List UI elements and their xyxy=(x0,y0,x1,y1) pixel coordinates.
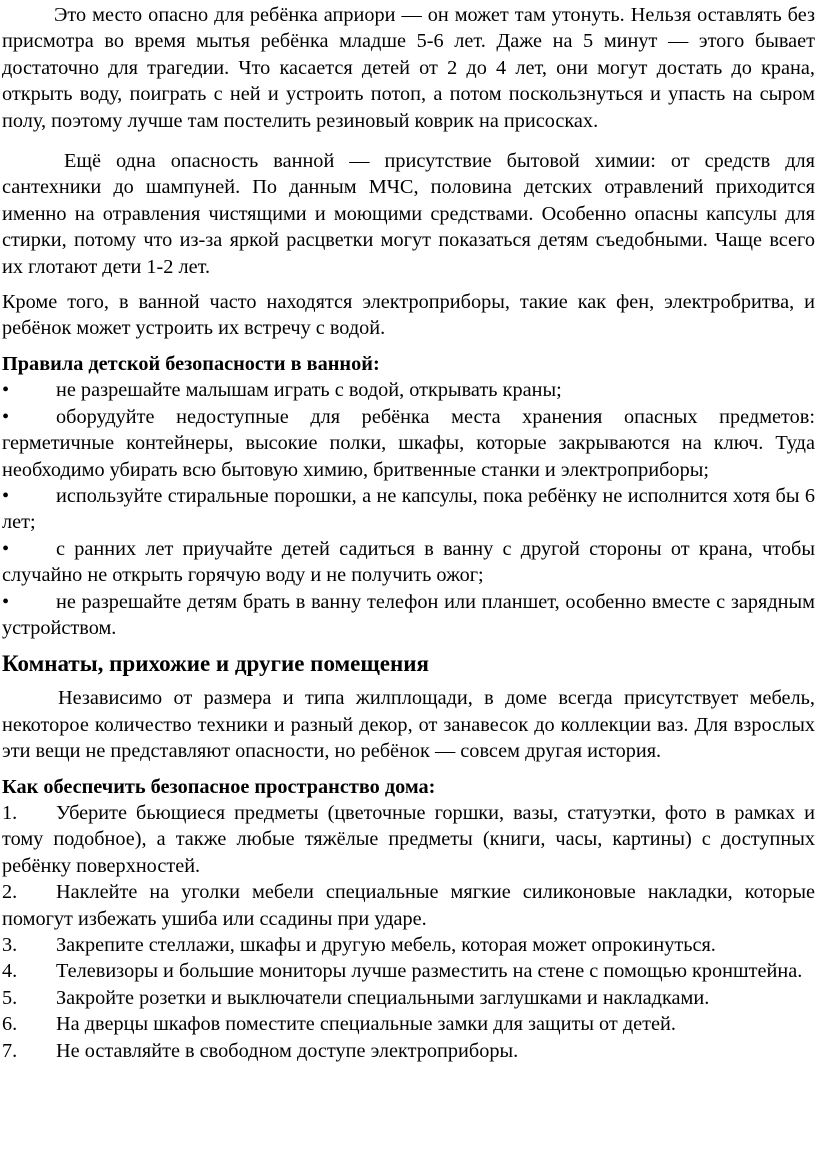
section-intro: Независимо от размера и типа жилплощади, в доме всегда присутствует мебель, некоторое количество техники и разный декор, от занавесок до коллекции ваз. Для взрослых эти вещи не представляют опасности, но ребёнок — совсем другая история. xyxy=(2,687,815,763)
item-number: 5. xyxy=(2,986,18,1009)
bullet-marker: • xyxy=(2,537,10,560)
list-item-text: не разрешайте детям брать в ванну телефон или планшет, особенно вместе с зарядным устройством. xyxy=(2,590,815,639)
list-item xyxy=(2,483,815,536)
numbered-item xyxy=(2,958,815,984)
list-item-text: используйте стиральные порошки, а не капсулы, пока ребёнку не исполнится хотя бы 6 лет; xyxy=(2,484,815,534)
list-item xyxy=(2,404,815,483)
bathroom-rules-list xyxy=(2,377,815,641)
item-text: Наклейте на уголки мебели специальные мягкие силиконовые накладки, которые помогут избежать ушиба или ссадины при ударе. xyxy=(2,881,815,930)
item-number: 3. xyxy=(2,934,18,956)
numbered-item xyxy=(2,932,815,958)
numbered-item xyxy=(2,879,815,932)
item-number: 7. xyxy=(2,1039,18,1062)
list-item-text: не разрешайте малышам играть с водой, открывать краны; xyxy=(56,379,562,402)
bullet-marker: • xyxy=(2,484,10,507)
bullet-marker: • xyxy=(2,590,10,613)
list-item xyxy=(2,536,815,589)
item-text: Телевизоры и большие мониторы лучше разместить на стене с помощью кронштейна. xyxy=(56,960,803,983)
item-text: Закройте розетки и выключатели специальными заглушками и накладками. xyxy=(56,986,710,1009)
item-text: Уберите бьющиеся предметы (цветочные горшки, вазы, статуэтки, фото в рамках и тому подобное), а также любые тяжёлые предметы (книги, часы, картины) с доступных ребёнку поверхностей. xyxy=(2,801,815,877)
safe-space-steps xyxy=(2,800,815,1064)
section-heading: Комнаты, прихожие и другие помещения xyxy=(2,651,429,677)
item-number: 4. xyxy=(2,960,18,983)
list-item xyxy=(2,377,815,403)
list-item-text: с ранних лет приучайте детей садиться в ванну с другой стороны от крана, чтобы случайно не открыть горячую воду и не получить ожог; xyxy=(2,537,815,587)
item-number: 6. xyxy=(2,1013,18,1036)
safe-space-subtitle: Как обеспечить безопасное пространство дома: xyxy=(2,775,436,798)
item-text: На дверцы шкафов поместите специальные замки для защиты от детей. xyxy=(56,1013,676,1036)
numbered-item xyxy=(2,1038,815,1064)
numbered-item xyxy=(2,800,815,879)
bullet-marker: • xyxy=(2,405,10,428)
list-item xyxy=(2,589,815,642)
numbered-item xyxy=(2,985,815,1011)
paragraph-bath-drowning: Это место опасно для ребёнка априори — он может там утонуть. Нельзя оставлять без присмотра во время мытья ребёнка младше 5-6 лет. Даже на 5 минут — этого бывает достаточно для трагедии. Что касается детей от 2 до 4 лет, они могут достать до крана, открыть воду, поиграть с ней и устроить потоп, а потом поскользнуться и упасть на сыром полу, поэтому лучше там постелить резиновый коврик на присосках. xyxy=(2,4,815,132)
item-number: 2. xyxy=(2,881,18,904)
numbered-item xyxy=(2,1011,815,1037)
item-text: Закрепите стеллажи, шкафы и другую мебель, которая может опрокинуться. xyxy=(56,934,716,956)
paragraph-electrical-appliances: Кроме того, в ванной часто находятся электроприборы, такие как фен, электробритва, и ребёнок может устроить их встречу с водой. xyxy=(2,291,815,340)
paragraph-household-chemicals: Ещё одна опасность ванной — присутствие бытовой химии: от средств для сантехники до шампуней. По данным МЧС, половина детских отравлений приходится именно на отравления чистящими и моющими средствами. Особенно опасны капсулы для стирки, потому что из-за яркой расцветки могут показаться детям съедобными. Чаще всего их глотают дети 1-2 лет. xyxy=(2,150,815,278)
bathroom-rules-title: Правила детской безопасности в ванной: xyxy=(2,352,380,375)
list-item-text: оборудуйте недоступные для ребёнка места хранения опасных предметов: герметичные контейнеры, высокие полки, шкафы, которые закрываются на ключ. Туда необходимо убирать всю бытовую химию, бритвенные станки и электроприборы; xyxy=(2,405,815,481)
item-text: Не оставляйте в свободном доступе электроприборы. xyxy=(56,1039,519,1062)
item-number: 1. xyxy=(2,801,18,824)
bullet-marker: • xyxy=(2,379,10,402)
